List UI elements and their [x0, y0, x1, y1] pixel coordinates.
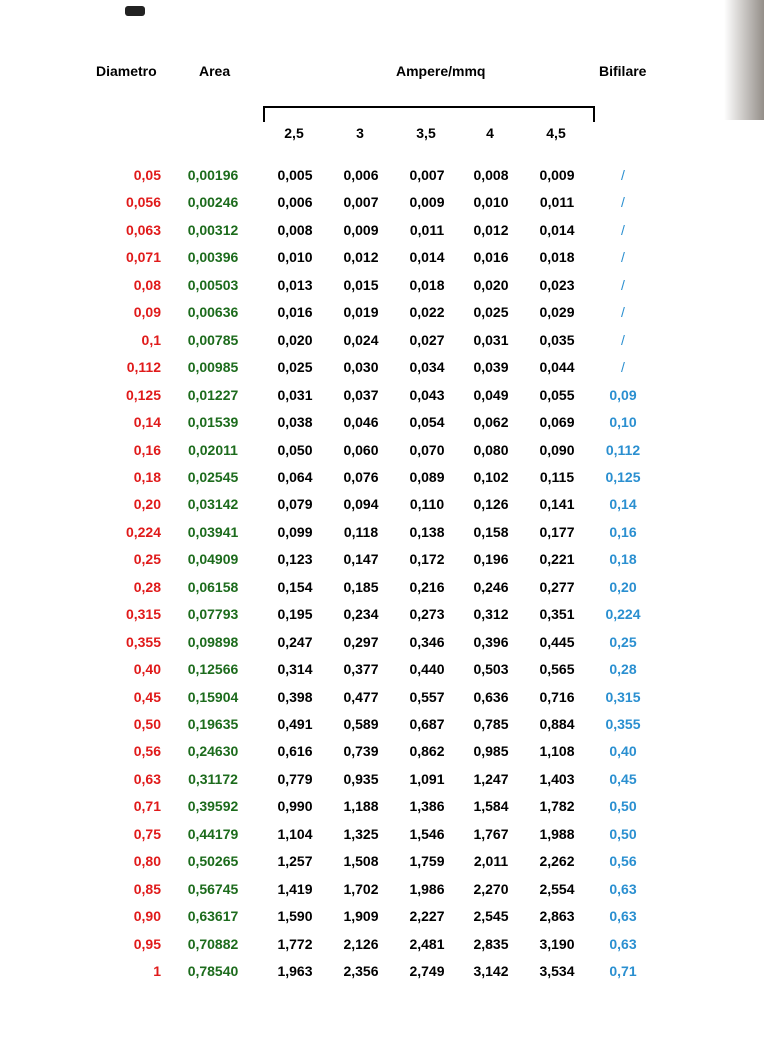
- diameter-cell: 0,56: [133, 743, 161, 759]
- area-cell: 0,24630: [187, 743, 239, 759]
- current-cell: 0,055: [539, 387, 575, 403]
- current-cell: 0,027: [409, 332, 445, 348]
- current-cell: 1,584: [473, 798, 509, 814]
- area-cell: 0,03142: [187, 496, 239, 512]
- area-cell: 0,00503: [187, 277, 239, 293]
- current-cell: 0,079: [277, 496, 313, 512]
- diameter-cell: 0,14: [133, 414, 161, 430]
- current-cell: 0,080: [473, 442, 509, 458]
- scan-mark: [125, 6, 145, 16]
- current-cell: 0,014: [409, 249, 445, 265]
- current-cell: 0,716: [539, 689, 575, 705]
- table-row: [0, 494, 764, 514]
- current-cell: 0,024: [343, 332, 379, 348]
- bifilare-cell: 0,40: [609, 743, 637, 759]
- diameter-cell: 0,28: [133, 579, 161, 595]
- bifilare-cell: 0,16: [609, 524, 637, 540]
- density-header: 3,5: [416, 125, 436, 141]
- table-row: [0, 275, 764, 295]
- table-row: [0, 906, 764, 926]
- current-cell: 0,636: [473, 689, 509, 705]
- header-diametro: Diametro: [96, 63, 157, 79]
- area-cell: 0,44179: [187, 826, 239, 842]
- current-cell: 0,273: [409, 606, 445, 622]
- current-cell: 0,030: [343, 359, 379, 375]
- current-cell: 0,196: [473, 551, 509, 567]
- diameter-cell: 0,09: [133, 304, 161, 320]
- current-cell: 1,546: [409, 826, 445, 842]
- area-cell: 0,07793: [187, 606, 239, 622]
- ampere-bracket: [263, 106, 595, 122]
- table-row: [0, 357, 764, 377]
- bifilare-cell: 0,355: [605, 716, 641, 732]
- current-cell: 0,565: [539, 661, 575, 677]
- current-cell: 0,007: [409, 167, 445, 183]
- current-cell: 0,094: [343, 496, 379, 512]
- current-cell: 0,006: [277, 194, 313, 210]
- current-cell: 0,147: [343, 551, 379, 567]
- current-cell: 0,007: [343, 194, 379, 210]
- area-cell: 0,00196: [187, 167, 239, 183]
- current-cell: 0,491: [277, 716, 313, 732]
- scan-edge-shadow: [724, 0, 764, 120]
- table-row: [0, 247, 764, 267]
- area-cell: 0,50265: [187, 853, 239, 869]
- current-cell: 1,257: [277, 853, 313, 869]
- area-cell: 0,06158: [187, 579, 239, 595]
- current-cell: 2,835: [473, 936, 509, 952]
- current-cell: 1,188: [343, 798, 379, 814]
- table-row: [0, 522, 764, 542]
- current-cell: 0,126: [473, 496, 509, 512]
- current-cell: 0,277: [539, 579, 575, 595]
- bifilare-cell: 0,45: [609, 771, 637, 787]
- area-cell: 0,31172: [188, 771, 238, 787]
- current-cell: 0,154: [277, 579, 313, 595]
- current-cell: 1,909: [343, 908, 379, 924]
- bifilare-cell: 0,63: [609, 881, 637, 897]
- diameter-cell: 0,071: [125, 249, 161, 265]
- current-cell: 0,785: [473, 716, 509, 732]
- current-cell: 0,158: [473, 524, 509, 540]
- current-cell: 0,503: [473, 661, 509, 677]
- table-row: [0, 934, 764, 954]
- current-cell: 0,049: [473, 387, 509, 403]
- current-cell: 1,986: [409, 881, 445, 897]
- current-cell: 0,025: [473, 304, 509, 320]
- diameter-cell: 0,40: [133, 661, 161, 677]
- current-cell: 3,190: [539, 936, 575, 952]
- current-cell: 0,034: [409, 359, 445, 375]
- bifilare-cell: 0,315: [605, 689, 641, 705]
- current-cell: 0,025: [277, 359, 313, 375]
- current-cell: 0,031: [473, 332, 509, 348]
- area-cell: 0,00636: [187, 304, 239, 320]
- current-cell: 0,010: [473, 194, 509, 210]
- current-cell: 1,386: [409, 798, 445, 814]
- current-cell: 1,104: [277, 826, 313, 842]
- table-row: [0, 961, 764, 981]
- current-cell: 0,221: [539, 551, 575, 567]
- current-cell: 0,016: [277, 304, 313, 320]
- bifilare-cell: /: [621, 222, 625, 238]
- current-cell: 2,863: [539, 908, 575, 924]
- diameter-cell: 1: [153, 963, 161, 979]
- table-row: [0, 220, 764, 240]
- diameter-cell: 0,20: [133, 496, 161, 512]
- area-cell: 0,04909: [187, 551, 239, 567]
- density-header: 3: [356, 125, 364, 141]
- table-row: [0, 385, 764, 405]
- area-cell: 0,00246: [187, 194, 239, 210]
- diameter-cell: 0,056: [125, 194, 161, 210]
- current-cell: 0,018: [409, 277, 445, 293]
- table-row: [0, 687, 764, 707]
- current-cell: 0,019: [343, 304, 379, 320]
- current-cell: 1,702: [343, 881, 379, 897]
- current-cell: 0,115: [539, 469, 575, 485]
- current-cell: 1,403: [539, 771, 575, 787]
- area-cell: 0,03941: [187, 524, 239, 540]
- current-cell: 0,246: [473, 579, 509, 595]
- current-cell: 0,009: [409, 194, 445, 210]
- current-cell: 0,445: [539, 634, 575, 650]
- current-cell: 1,590: [277, 908, 313, 924]
- area-cell: 0,02011: [188, 442, 238, 458]
- current-cell: 0,008: [277, 222, 313, 238]
- table-row: [0, 549, 764, 569]
- area-cell: 0,78540: [187, 963, 239, 979]
- bifilare-cell: 0,63: [609, 936, 637, 952]
- current-cell: 0,035: [539, 332, 575, 348]
- current-cell: 0,008: [473, 167, 509, 183]
- current-cell: 0,110: [409, 496, 445, 512]
- current-cell: 2,749: [409, 963, 445, 979]
- current-cell: 0,089: [409, 469, 445, 485]
- current-cell: 0,118: [343, 524, 379, 540]
- current-cell: 0,006: [343, 167, 379, 183]
- bifilare-cell: 0,28: [609, 661, 637, 677]
- current-cell: 0,616: [277, 743, 313, 759]
- current-cell: 0,020: [473, 277, 509, 293]
- current-cell: 0,029: [539, 304, 575, 320]
- bifilare-cell: 0,125: [605, 469, 641, 485]
- current-cell: 0,557: [409, 689, 445, 705]
- current-cell: 1,108: [539, 743, 575, 759]
- bifilare-cell: /: [621, 359, 625, 375]
- current-cell: 0,177: [539, 524, 575, 540]
- current-cell: 0,687: [409, 716, 445, 732]
- table-row: [0, 632, 764, 652]
- current-cell: 0,312: [473, 606, 509, 622]
- diameter-cell: 0,1: [141, 332, 161, 348]
- current-cell: 0,005: [277, 167, 313, 183]
- current-cell: 0,039: [473, 359, 509, 375]
- area-cell: 0,01227: [187, 387, 239, 403]
- table-row: [0, 467, 764, 487]
- current-cell: 0,062: [473, 414, 509, 430]
- current-cell: 0,043: [409, 387, 445, 403]
- bifilare-cell: 0,14: [609, 496, 637, 512]
- diameter-cell: 0,063: [125, 222, 161, 238]
- area-cell: 0,56745: [187, 881, 239, 897]
- current-cell: 0,022: [409, 304, 445, 320]
- current-cell: 1,759: [409, 853, 445, 869]
- current-cell: 1,247: [473, 771, 509, 787]
- table-row: [0, 192, 764, 212]
- current-cell: 0,023: [539, 277, 575, 293]
- current-cell: 0,050: [277, 442, 313, 458]
- current-cell: 2,262: [539, 853, 575, 869]
- diameter-cell: 0,80: [133, 853, 161, 869]
- current-cell: 1,508: [343, 853, 379, 869]
- current-cell: 2,126: [343, 936, 379, 952]
- current-cell: 2,554: [539, 881, 575, 897]
- current-cell: 0,351: [539, 606, 575, 622]
- area-cell: 0,00785: [187, 332, 239, 348]
- diameter-cell: 0,112: [126, 359, 161, 375]
- current-cell: 1,091: [409, 771, 445, 787]
- table-row: [0, 796, 764, 816]
- bifilare-cell: 0,56: [609, 853, 637, 869]
- current-cell: 2,011: [473, 853, 509, 869]
- current-cell: 1,963: [277, 963, 313, 979]
- current-cell: 0,038: [277, 414, 313, 430]
- table-row: [0, 659, 764, 679]
- current-cell: 0,884: [539, 716, 575, 732]
- table-row: [0, 165, 764, 185]
- current-cell: 0,185: [343, 579, 379, 595]
- bifilare-cell: /: [621, 167, 625, 183]
- diameter-cell: 0,224: [125, 524, 161, 540]
- current-cell: 0,020: [277, 332, 313, 348]
- bifilare-cell: 0,10: [609, 414, 637, 430]
- bifilare-cell: /: [621, 249, 625, 265]
- bifilare-cell: 0,25: [609, 634, 637, 650]
- current-cell: 0,102: [473, 469, 509, 485]
- bifilare-cell: /: [621, 277, 625, 293]
- area-cell: 0,00312: [187, 222, 239, 238]
- current-cell: 0,141: [539, 496, 575, 512]
- bifilare-cell: 0,112: [605, 442, 641, 458]
- current-cell: 1,325: [343, 826, 379, 842]
- current-cell: 0,195: [277, 606, 313, 622]
- current-cell: 0,011: [409, 222, 445, 238]
- current-cell: 0,013: [277, 277, 313, 293]
- current-cell: 1,988: [539, 826, 575, 842]
- bifilare-cell: 0,50: [609, 798, 637, 814]
- current-cell: 1,782: [539, 798, 575, 814]
- current-cell: 3,142: [473, 963, 509, 979]
- header-bifilare: Bifilare: [599, 63, 647, 79]
- table-row: [0, 330, 764, 350]
- area-cell: 0,00985: [187, 359, 239, 375]
- density-header: 2,5: [284, 125, 304, 141]
- current-cell: 0,064: [277, 469, 313, 485]
- current-cell: 0,099: [277, 524, 313, 540]
- area-cell: 0,01539: [187, 414, 239, 430]
- current-cell: 1,419: [277, 881, 313, 897]
- diameter-cell: 0,315: [125, 606, 161, 622]
- diameter-cell: 0,16: [133, 442, 161, 458]
- current-cell: 0,044: [539, 359, 575, 375]
- diameter-cell: 0,18: [133, 469, 161, 485]
- current-cell: 0,010: [277, 249, 313, 265]
- current-cell: 3,534: [539, 963, 575, 979]
- current-cell: 0,862: [409, 743, 445, 759]
- current-cell: 2,270: [473, 881, 509, 897]
- current-cell: 0,396: [473, 634, 509, 650]
- current-cell: 0,477: [343, 689, 379, 705]
- current-cell: 0,014: [539, 222, 575, 238]
- current-cell: 0,398: [277, 689, 313, 705]
- current-cell: 0,009: [343, 222, 379, 238]
- table-row: [0, 440, 764, 460]
- diameter-cell: 0,63: [133, 771, 161, 787]
- table-row: [0, 851, 764, 871]
- current-cell: 2,481: [409, 936, 445, 952]
- current-cell: 0,314: [277, 661, 313, 677]
- current-cell: 0,060: [343, 442, 379, 458]
- area-cell: 0,12566: [187, 661, 239, 677]
- bifilare-cell: /: [621, 194, 625, 210]
- area-cell: 0,70882: [187, 936, 239, 952]
- bifilare-cell: 0,50: [609, 826, 637, 842]
- current-cell: 0,076: [343, 469, 379, 485]
- bifilare-cell: 0,09: [609, 387, 637, 403]
- current-cell: 0,016: [473, 249, 509, 265]
- current-cell: 0,123: [277, 551, 313, 567]
- current-cell: 0,990: [277, 798, 313, 814]
- current-cell: 0,377: [343, 661, 379, 677]
- current-cell: 2,227: [409, 908, 445, 924]
- diameter-cell: 0,50: [133, 716, 161, 732]
- table-row: [0, 824, 764, 844]
- area-cell: 0,39592: [187, 798, 239, 814]
- area-cell: 0,02545: [187, 469, 239, 485]
- diameter-cell: 0,05: [133, 167, 161, 183]
- diameter-cell: 0,355: [125, 634, 161, 650]
- current-cell: 0,138: [409, 524, 445, 540]
- current-cell: 2,545: [473, 908, 509, 924]
- bifilare-cell: 0,20: [609, 579, 637, 595]
- current-cell: 0,012: [473, 222, 509, 238]
- current-cell: 0,070: [409, 442, 445, 458]
- table-row: [0, 604, 764, 624]
- area-cell: 0,15904: [187, 689, 239, 705]
- current-cell: 0,069: [539, 414, 575, 430]
- current-cell: 0,346: [409, 634, 445, 650]
- diameter-cell: 0,85: [133, 881, 161, 897]
- table-row: [0, 879, 764, 899]
- current-cell: 0,172: [409, 551, 445, 567]
- current-cell: 0,985: [473, 743, 509, 759]
- bifilare-cell: /: [621, 332, 625, 348]
- density-header: 4: [486, 125, 494, 141]
- table-row: [0, 577, 764, 597]
- header-ampere-mmq: Ampere/mmq: [396, 63, 486, 79]
- diameter-cell: 0,125: [125, 387, 161, 403]
- current-cell: 0,015: [343, 277, 379, 293]
- current-cell: 0,216: [409, 579, 445, 595]
- current-cell: 0,009: [539, 167, 575, 183]
- bifilare-cell: 0,63: [609, 908, 637, 924]
- current-cell: 0,440: [409, 661, 445, 677]
- current-cell: 1,772: [277, 936, 313, 952]
- current-cell: 0,779: [277, 771, 313, 787]
- current-cell: 0,037: [343, 387, 379, 403]
- bifilare-cell: 0,18: [609, 551, 637, 567]
- current-cell: 0,247: [277, 634, 313, 650]
- table-row: [0, 714, 764, 734]
- current-cell: 0,090: [539, 442, 575, 458]
- diameter-cell: 0,25: [133, 551, 161, 567]
- diameter-cell: 0,45: [133, 689, 161, 705]
- area-cell: 0,00396: [187, 249, 239, 265]
- area-cell: 0,09898: [187, 634, 239, 650]
- current-cell: 0,935: [343, 771, 379, 787]
- table-row: [0, 741, 764, 761]
- density-header: 4,5: [546, 125, 566, 141]
- diameter-cell: 0,08: [133, 277, 161, 293]
- current-cell: 1,767: [473, 826, 509, 842]
- current-cell: 0,054: [409, 414, 445, 430]
- current-cell: 0,234: [343, 606, 379, 622]
- bifilare-cell: /: [621, 304, 625, 320]
- diameter-cell: 0,75: [133, 826, 161, 842]
- current-cell: 0,297: [343, 634, 379, 650]
- current-cell: 0,739: [343, 743, 379, 759]
- current-cell: 0,012: [343, 249, 379, 265]
- current-cell: 0,589: [343, 716, 379, 732]
- current-cell: 0,011: [539, 194, 575, 210]
- diameter-cell: 0,95: [133, 936, 161, 952]
- bifilare-cell: 0,224: [605, 606, 641, 622]
- table-row: [0, 769, 764, 789]
- diameter-cell: 0,71: [133, 798, 161, 814]
- current-cell: 0,031: [277, 387, 313, 403]
- area-cell: 0,19635: [187, 716, 239, 732]
- bifilare-cell: 0,71: [609, 963, 637, 979]
- header-area: Area: [199, 63, 231, 79]
- current-cell: 0,018: [539, 249, 575, 265]
- area-cell: 0,63617: [187, 908, 239, 924]
- table-row: [0, 302, 764, 322]
- table-row: [0, 412, 764, 432]
- current-cell: 0,046: [343, 414, 379, 430]
- current-cell: 2,356: [343, 963, 379, 979]
- diameter-cell: 0,90: [133, 908, 161, 924]
